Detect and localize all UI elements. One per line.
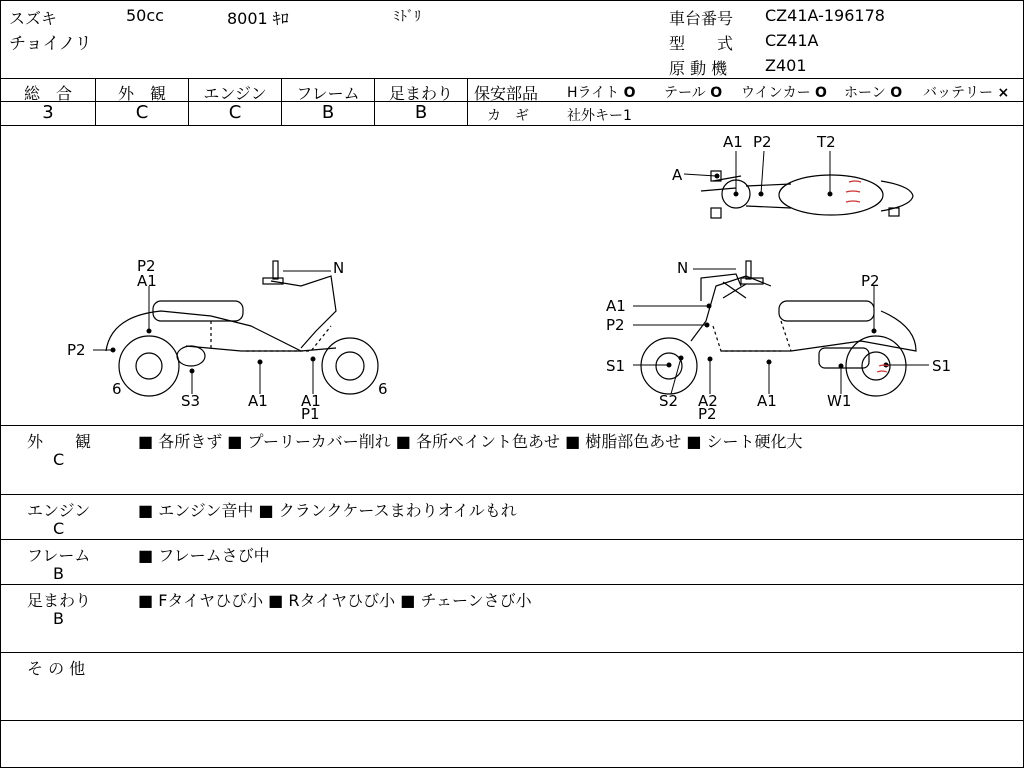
mileage: 8001 ｷﾛ (227, 9, 289, 28)
label-A2: A2 (698, 392, 718, 410)
safety-item-name: Hライト (567, 85, 620, 101)
remark-items-suspension: ■ Fタイヤひび小 ■ Rタイヤひび小 ■ チェーンさび小 (138, 591, 532, 610)
rating-header-exterior: 外 観 (117, 84, 166, 103)
label-A1: A1 (757, 392, 777, 410)
safety-item-mark: O (815, 85, 827, 101)
safety-item-name: ウインカー (741, 85, 811, 101)
label-S3: S3 (181, 392, 201, 410)
engine-model: Z401 (765, 56, 807, 75)
engine-label: 原 動 機 (669, 59, 728, 78)
rating-suspension: B (414, 102, 428, 123)
damage-diagram (1, 126, 1023, 426)
key-label: カ ギ (487, 108, 529, 124)
safety-item-name: ホーン (844, 85, 886, 101)
frame-no-label: 車台番号 (669, 9, 734, 28)
remark-items-exterior: ■ 各所きず ■ プーリーカバー削れ ■ 各所ペイント色あせ ■ 樹脂部色あせ ■ シート硬化大 (138, 432, 803, 451)
remark-title-exterior: 外 観 (27, 432, 92, 451)
label-P2: P2 (137, 257, 156, 275)
maker: スズキ (9, 9, 58, 28)
remark-grade-suspension: B (53, 609, 64, 628)
label-A1: A1 (301, 392, 321, 410)
divider (467, 78, 468, 125)
label-P2: P2 (67, 341, 86, 359)
label-P2: P2 (698, 405, 717, 423)
divider (1, 539, 1023, 540)
label-P2: P2 (861, 272, 880, 290)
label-N: N (333, 259, 345, 277)
safety-item-mark: × (997, 85, 1010, 101)
label-A1: A1 (137, 272, 157, 290)
remark-grade-engine: C (53, 519, 65, 538)
divider (1, 425, 1023, 426)
divider (1, 584, 1023, 585)
remark-title-other: そ の 他 (27, 659, 86, 678)
remark-title-suspension: 足まわり (27, 591, 92, 610)
rating-total: 3 (42, 102, 54, 123)
model-type: CZ41A (765, 31, 819, 50)
rating-header-frame: フレーム (296, 84, 360, 103)
safety-battery (923, 82, 1009, 102)
safety-item-mark: O (623, 85, 636, 101)
safety-item-mark: O (890, 85, 903, 101)
label-W1: W1 (827, 392, 852, 410)
divider (1, 652, 1023, 653)
label-A1: A1 (248, 392, 268, 410)
label-6: 6 (378, 380, 388, 398)
safety-item-mark: O (710, 85, 723, 101)
remark-title-engine: エンジン (27, 501, 91, 520)
remark-grade-frame: B (53, 564, 64, 583)
remark-items-frame: ■ フレームさび中 (138, 546, 270, 565)
color: ﾐﾄﾞﾘ (393, 9, 421, 25)
remark-grade-exterior: C (53, 450, 65, 469)
label-S1: S1 (932, 357, 952, 375)
rating-frame: B (321, 102, 335, 123)
label-P2: P2 (753, 133, 772, 151)
rating-header-suspension: 足まわり (388, 84, 453, 103)
safety-horn (844, 82, 902, 102)
label-P2: P2 (606, 316, 625, 334)
remark-items-engine: ■ エンジン音中 ■ クランクケースまわりオイルもれ (138, 501, 517, 520)
divider (1, 78, 1023, 79)
safety-winker (741, 82, 827, 102)
top-view-scooter (701, 171, 913, 298)
rating-engine: C (228, 102, 242, 123)
label-T2: T2 (817, 133, 836, 151)
safety-label: 保安部品 (474, 84, 539, 103)
remark-title-frame: フレーム (27, 546, 91, 565)
key-value: 社外キー1 (567, 108, 632, 124)
rating-header-engine: エンジン (203, 84, 267, 103)
rating-exterior: C (135, 102, 149, 123)
rating-header-total: 総 合 (23, 84, 72, 103)
safety-item-name: バッテリー (923, 85, 993, 101)
label-S2: S2 (659, 392, 679, 410)
label-A1: A1 (606, 297, 626, 315)
divider (1, 720, 1023, 721)
label-A: A (672, 166, 683, 184)
label-A1: A1 (723, 133, 743, 151)
label-6: 6 (112, 380, 122, 398)
model-type-label: 型 式 (669, 34, 734, 53)
frame-no: CZ41A-196178 (765, 6, 885, 25)
model-name: チョイノリ (9, 34, 92, 54)
safety-headlight (567, 82, 635, 102)
label-P1: P1 (301, 405, 320, 423)
safety-taillight (664, 82, 722, 102)
label-S1: S1 (606, 357, 626, 375)
label-N: N (677, 259, 689, 277)
displacement: 50cc (126, 6, 164, 25)
safety-item-name: テール (664, 85, 706, 101)
divider (1, 494, 1023, 495)
